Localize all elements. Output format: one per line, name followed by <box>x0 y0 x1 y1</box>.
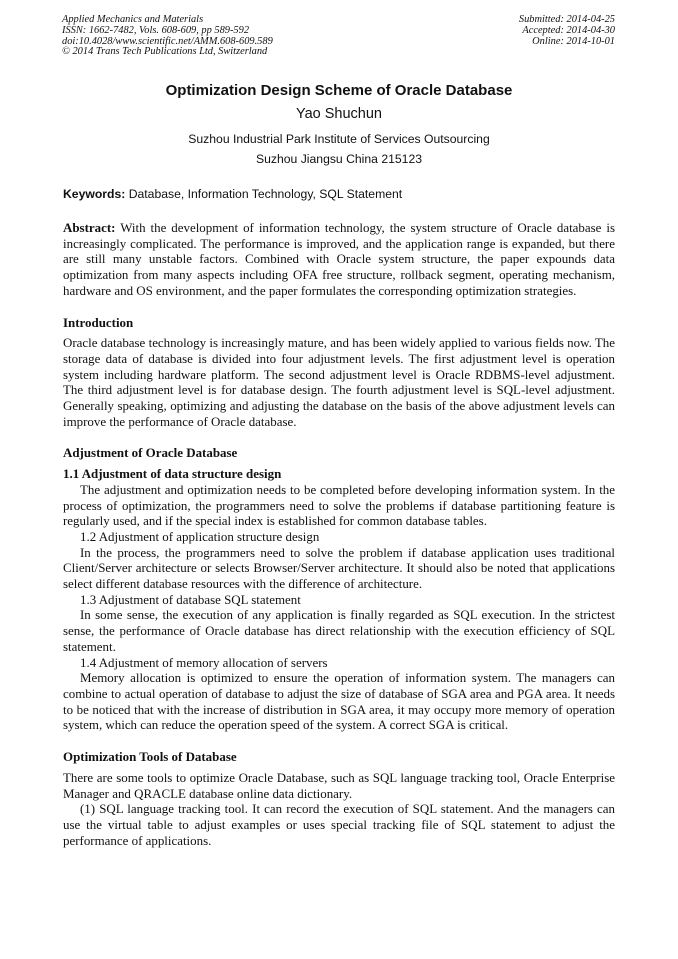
abstract-text: With the development of information technology, the system structure of Oracle database is increasingly complicated. The performance is improved, and the application range is expanded, but there are still many unstable factors. Combined with Oracle system structure, the paper expounds data optimization from many aspects including OFA free structure, rollback segment, operating mechanism, hardware and OS environment, and the paper formulates the corresponding optimization strategies. <box>63 220 615 298</box>
keywords-label: Keywords: <box>63 187 126 201</box>
adjustment-heading: Adjustment of Oracle Database <box>63 445 238 461</box>
affiliation-line-1: Suzhou Industrial Park Institute of Services Outsourcing <box>188 132 490 146</box>
tools-text-1: There are some tools to optimize Oracle Database, such as SQL language tracking tool, Oracle Enterprise Manager and QRACLE database online data dictionary. <box>63 769 615 801</box>
paper-title: Optimization Design Scheme of Oracle Database <box>165 82 513 99</box>
section-1-1-text: The adjustment and optimization needs to be completed before developing information system. In the process of optimization, the programmers need to solve the problems if database partitioning feature is regularly used, and if the special index is established for common database tables. <box>63 481 615 529</box>
introduction-text: Oracle database technology is increasingly mature, and has been widely applied to various fields now. The storage data of database is divided into four adjustment levels. The first adjustment level is operation system including hardware platform. The second adjustment level is Oracle RDBMS-level adjustment. The third adjustment level is for database design. The fourth adjustment level is SQL-level adjustment. Generally speaking, optimizing and adjusting the database on the basis of the above adjustment levels can improve the performance of Oracle database. <box>63 335 615 429</box>
introduction-heading: Introduction <box>63 314 134 330</box>
section-1-3-heading: 1.3 Adjustment of database SQL statement <box>80 591 301 607</box>
online-date: Online: 2014-10-01 <box>532 35 615 47</box>
journal-header-left <box>62 15 273 58</box>
submitted-date: Submitted: 2014-04-25 <box>518 14 615 25</box>
section-1-4-heading: 1.4 Adjustment of memory allocation of servers <box>80 654 328 670</box>
journal-header-right <box>519 15 615 47</box>
abstract <box>63 220 615 299</box>
keywords-text: Database, Information Technology, SQL Statement <box>125 187 403 201</box>
section-1-1-heading: 1.1 Adjustment of data structure design <box>63 466 282 482</box>
paper-body <box>63 220 615 848</box>
copyright-line: © 2014 Trans Tech Publications Ltd, Switzerland <box>62 46 268 58</box>
journal-name: Applied Mechanics and Materials <box>62 14 204 25</box>
section-1-2-text: In the process, the programmers need to solve the problem if database application uses traditional Client/Server architecture or selects Browser/Server architecture. It should also be noted that applications select different database resources with the difference of architecture. <box>63 544 615 592</box>
abstract-label: Abstract: <box>63 220 116 235</box>
keywords <box>63 187 615 201</box>
accepted-date: Accepted: 2014-04-30 <box>522 24 615 36</box>
tools-heading: Optimization Tools of Database <box>63 749 237 765</box>
doi-line: doi:10.4028/www.scientific.net/AMM.608-609.589 <box>62 35 273 47</box>
section-1-2-heading: 1.2 Adjustment of application structure design <box>80 528 320 544</box>
author-name: Yao Shuchun <box>296 106 382 122</box>
tools-text-2: (1) SQL language tracking tool. It can record the execution of SQL statement. And the managers can use the virtual table to adjust examples or uses special tracking file of SQL statement to adjust the performance of applications. <box>63 801 615 848</box>
issn-line: ISSN: 1662-7482, Vols. 608-609, pp 589-592 <box>62 24 250 36</box>
section-1-3-text: In some sense, the execution of any application is finally regarded as SQL execution. In the strictest sense, the performance of Oracle database has direct relationship with the execution efficiency of SQL statement. <box>63 607 615 654</box>
affiliation-line-2: Suzhou Jiangsu China 215123 <box>255 152 422 166</box>
section-1-4-text: Memory allocation is optimized to ensure the operation of information system. The managers can combine to actual operation of database to adjust the size of database of SGA area and PGA area. It needs to be noticed that with the increase of distribution in SGA area, it may occupy more memory of operation system, which can reduce the operation speed of the system. A correct SGA is critical. <box>63 670 615 733</box>
